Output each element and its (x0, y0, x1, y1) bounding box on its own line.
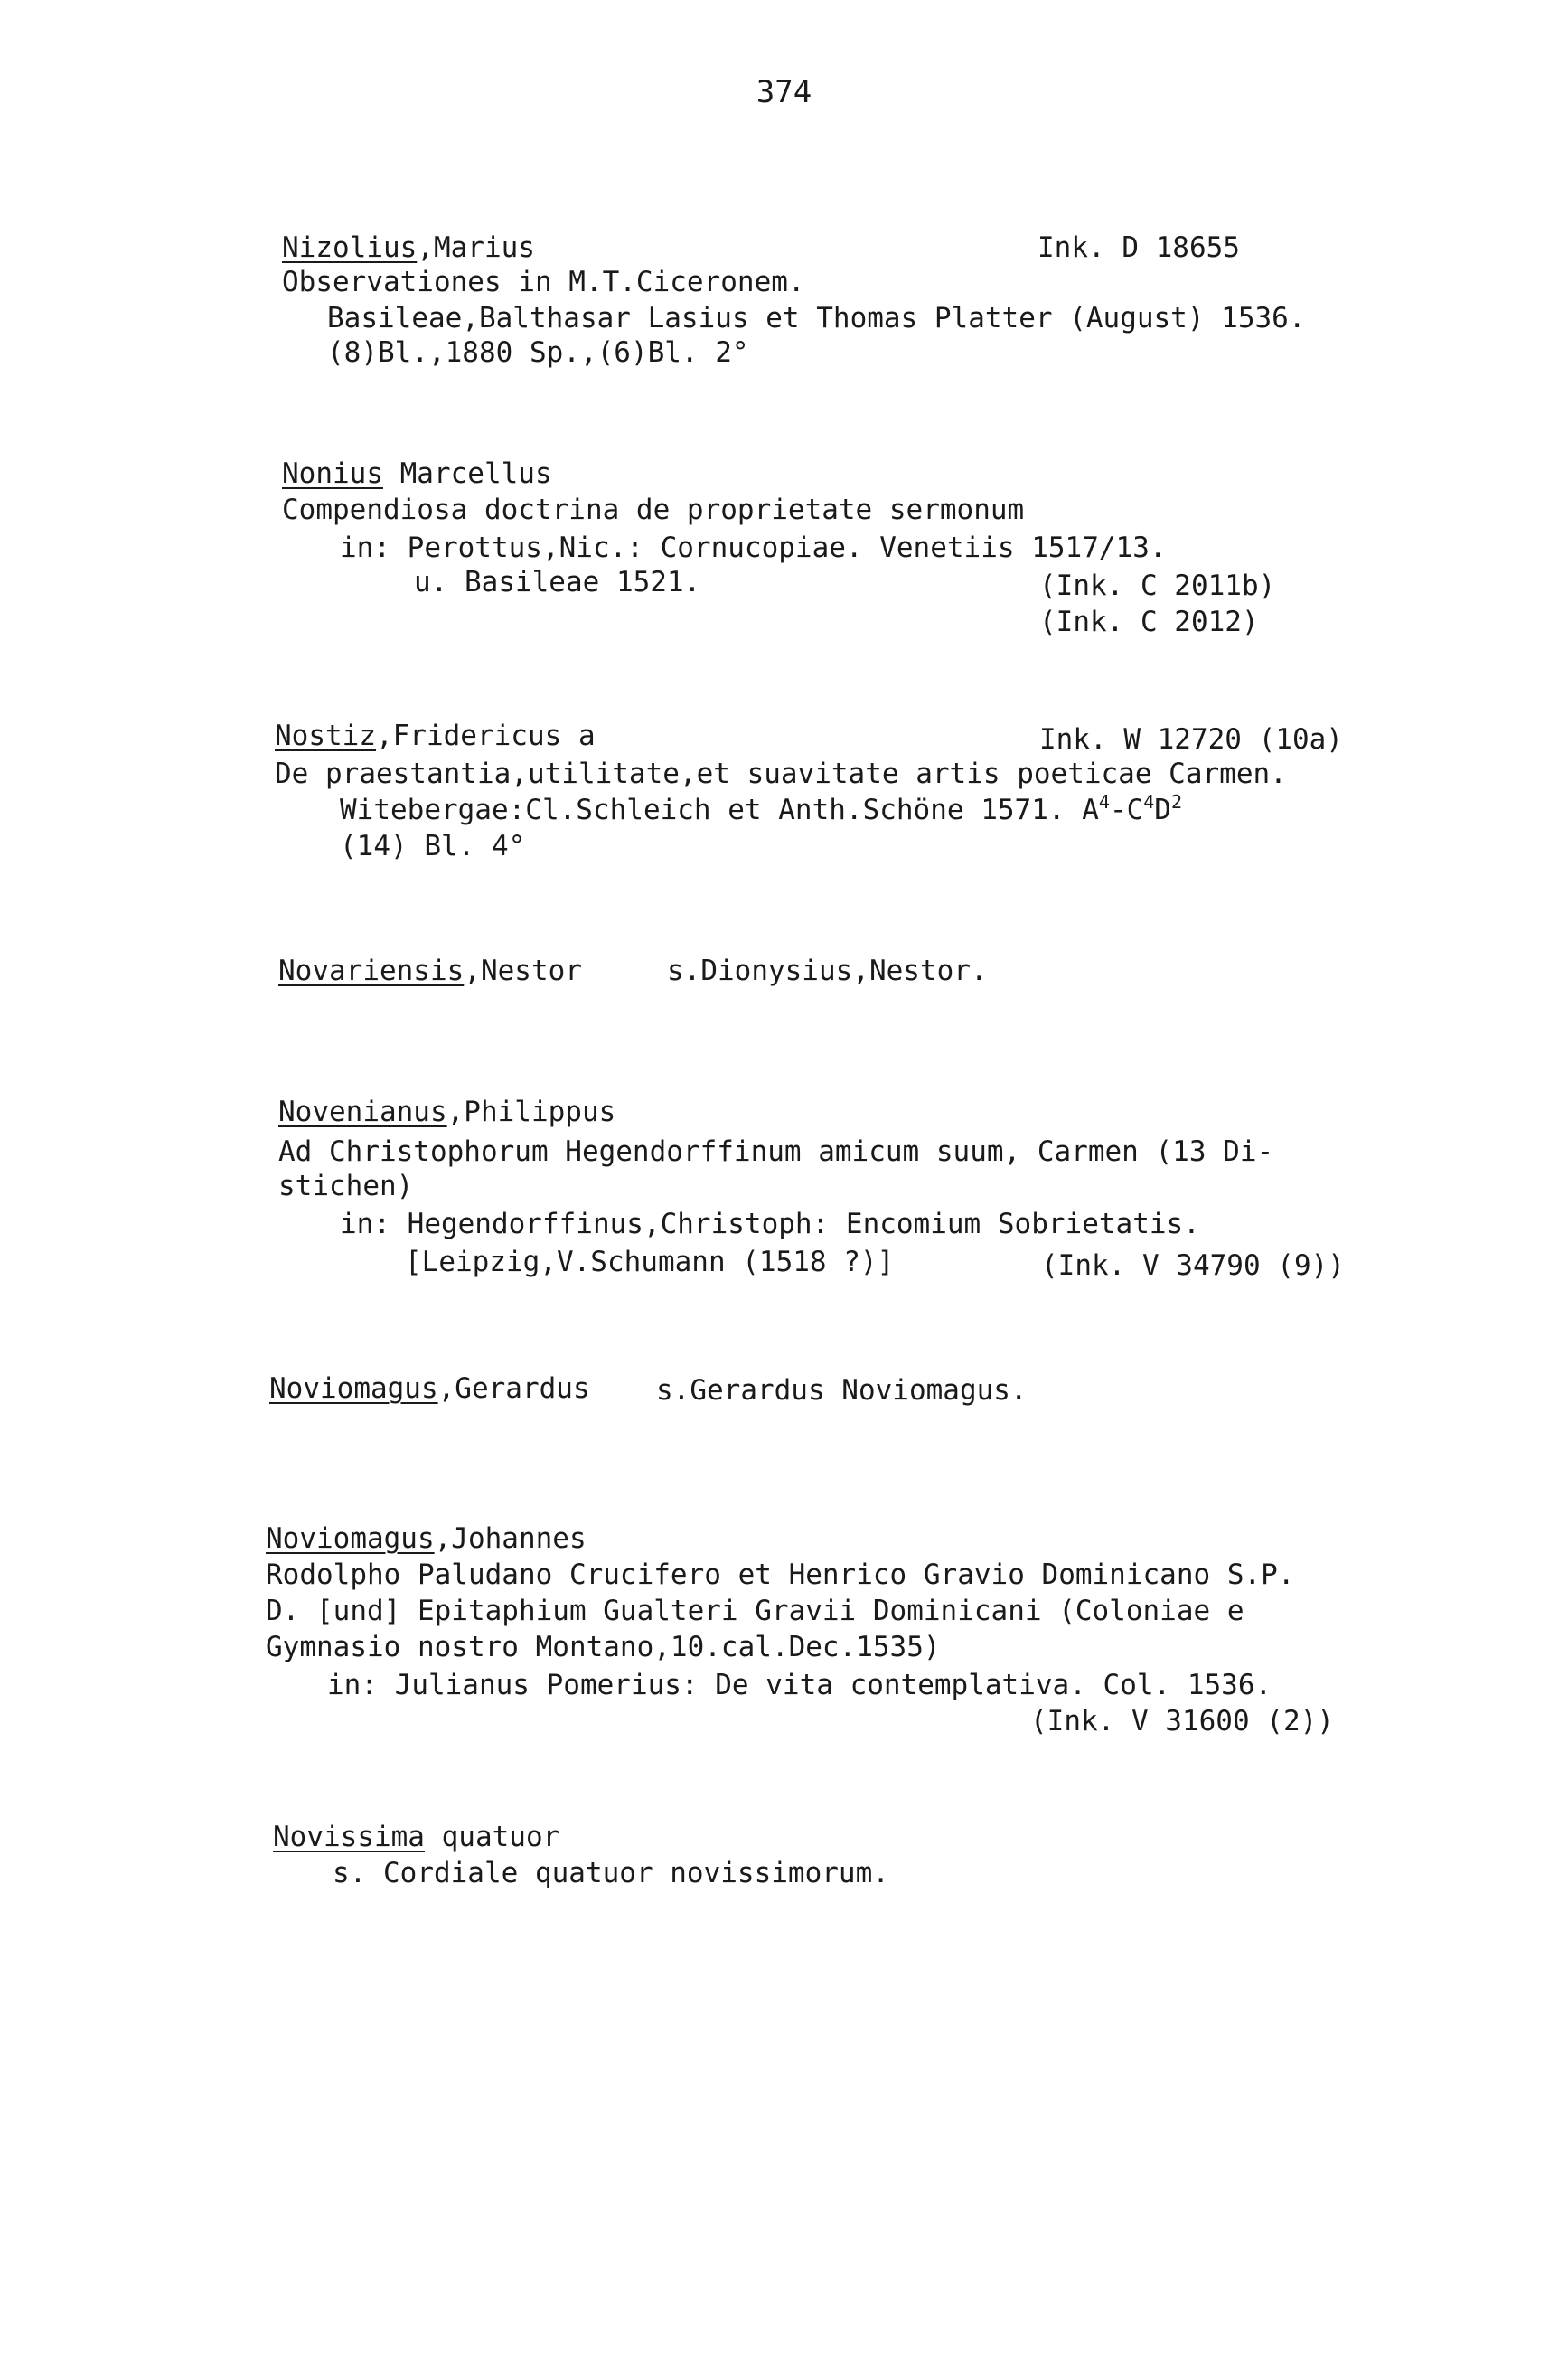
title-line: Compendiosa doctrina de proprietate sermonum (282, 494, 1025, 526)
title-line: Rodolpho Paludano Crucifero et Henrico Gravio Dominicano S.P. (266, 1559, 1295, 1591)
in-line: in: Julianus Pomerius: De vita contemplativa. Col. 1536. (327, 1669, 1272, 1701)
ink-number: Ink. W 12720 (10a) (1039, 723, 1343, 756)
edition-line: u. Basileae 1521. (414, 566, 701, 598)
title-line: Ad Christophorum Hegendorffinum amicum suum, Carmen (13 Di- (278, 1135, 1274, 1168)
collation-line: (14) Bl. 4° (340, 830, 526, 862)
author-name: Nostiz (275, 720, 376, 752)
author-forename: ,Fridericus a (375, 720, 596, 752)
signature-text: D (1154, 794, 1171, 826)
signature-sup: 2 (1170, 791, 1183, 813)
ink-number: (Ink. V 34790 (9)) (1041, 1249, 1345, 1282)
author-forename: Marcellus (382, 457, 552, 490)
entry-heading (278, 955, 582, 987)
imprint-line (340, 791, 1183, 826)
see-reference: s. Cordiale quatuor novissimorum. (333, 1857, 889, 1889)
title-line: D. [und] Epitaphium Gualteri Gravii Dominicani (Coloniae e (266, 1595, 1244, 1627)
signature-text: -C (1109, 794, 1144, 826)
author-name: Novenianus (278, 1096, 447, 1128)
in-line: in: Hegendorffinus,Christoph: Encomium Sobrietatis. (340, 1208, 1200, 1240)
author-forename: ,Marius (417, 231, 535, 264)
imprint-line: Basileae,Balthasar Lasius et Thomas Platter (August) 1536. (327, 302, 1306, 334)
title-line: De praestantia,utilitate,et suavitate artis poeticae Carmen. (275, 758, 1287, 790)
ink-number: (Ink. V 31600 (2)) (1030, 1705, 1334, 1738)
signature-sup: 4 (1098, 791, 1110, 813)
entry-heading (282, 231, 535, 264)
imprint-text: Witebergae:Cl.Schleich et Anth.Schöne 1571. A (340, 794, 1099, 826)
author-forename: quatuor (424, 1821, 560, 1853)
author-forename: ,Philippus (446, 1096, 616, 1128)
author-name: Nonius (282, 457, 383, 490)
page-number: 374 (756, 74, 812, 110)
author-name: Noviomagus (269, 1372, 438, 1405)
entry-heading (278, 1096, 615, 1128)
entry-heading (275, 720, 596, 752)
title-line: Observationes in M.T.Ciceronem. (282, 266, 805, 298)
ink-number: (Ink. C 2012) (1039, 606, 1259, 638)
ink-number: Ink. D 18655 (1038, 231, 1240, 264)
title-line: Gymnasio nostro Montano,10.cal.Dec.1535) (266, 1631, 941, 1663)
ink-number: (Ink. C 2011b) (1039, 570, 1276, 602)
entry-heading (273, 1821, 559, 1853)
author-name: Noviomagus (266, 1522, 435, 1555)
imprint-line: [Leipzig,V.Schumann (1518 ?)] (405, 1246, 895, 1278)
entry-heading (282, 457, 552, 490)
in-line: in: Perottus,Nic.: Cornucopiae. Venetiis 1517/13. (340, 532, 1167, 564)
author-name: Nizolius (282, 231, 418, 264)
author-name: Novariensis (278, 955, 465, 987)
entry-heading (266, 1522, 587, 1555)
author-forename: ,Gerardus (437, 1372, 590, 1405)
entry-heading (269, 1372, 590, 1405)
author-name: Novissima (273, 1821, 425, 1853)
collation-line: (8)Bl.,1880 Sp.,(6)Bl. 2° (327, 336, 749, 369)
title-line: stichen) (278, 1170, 414, 1202)
signature-sup: 4 (1143, 791, 1155, 813)
author-forename: ,Nestor (464, 955, 582, 987)
author-forename: ,Johannes (434, 1522, 587, 1555)
see-reference: s.Dionysius,Nestor. (667, 955, 988, 987)
see-reference: s.Gerardus Noviomagus. (656, 1374, 1028, 1407)
